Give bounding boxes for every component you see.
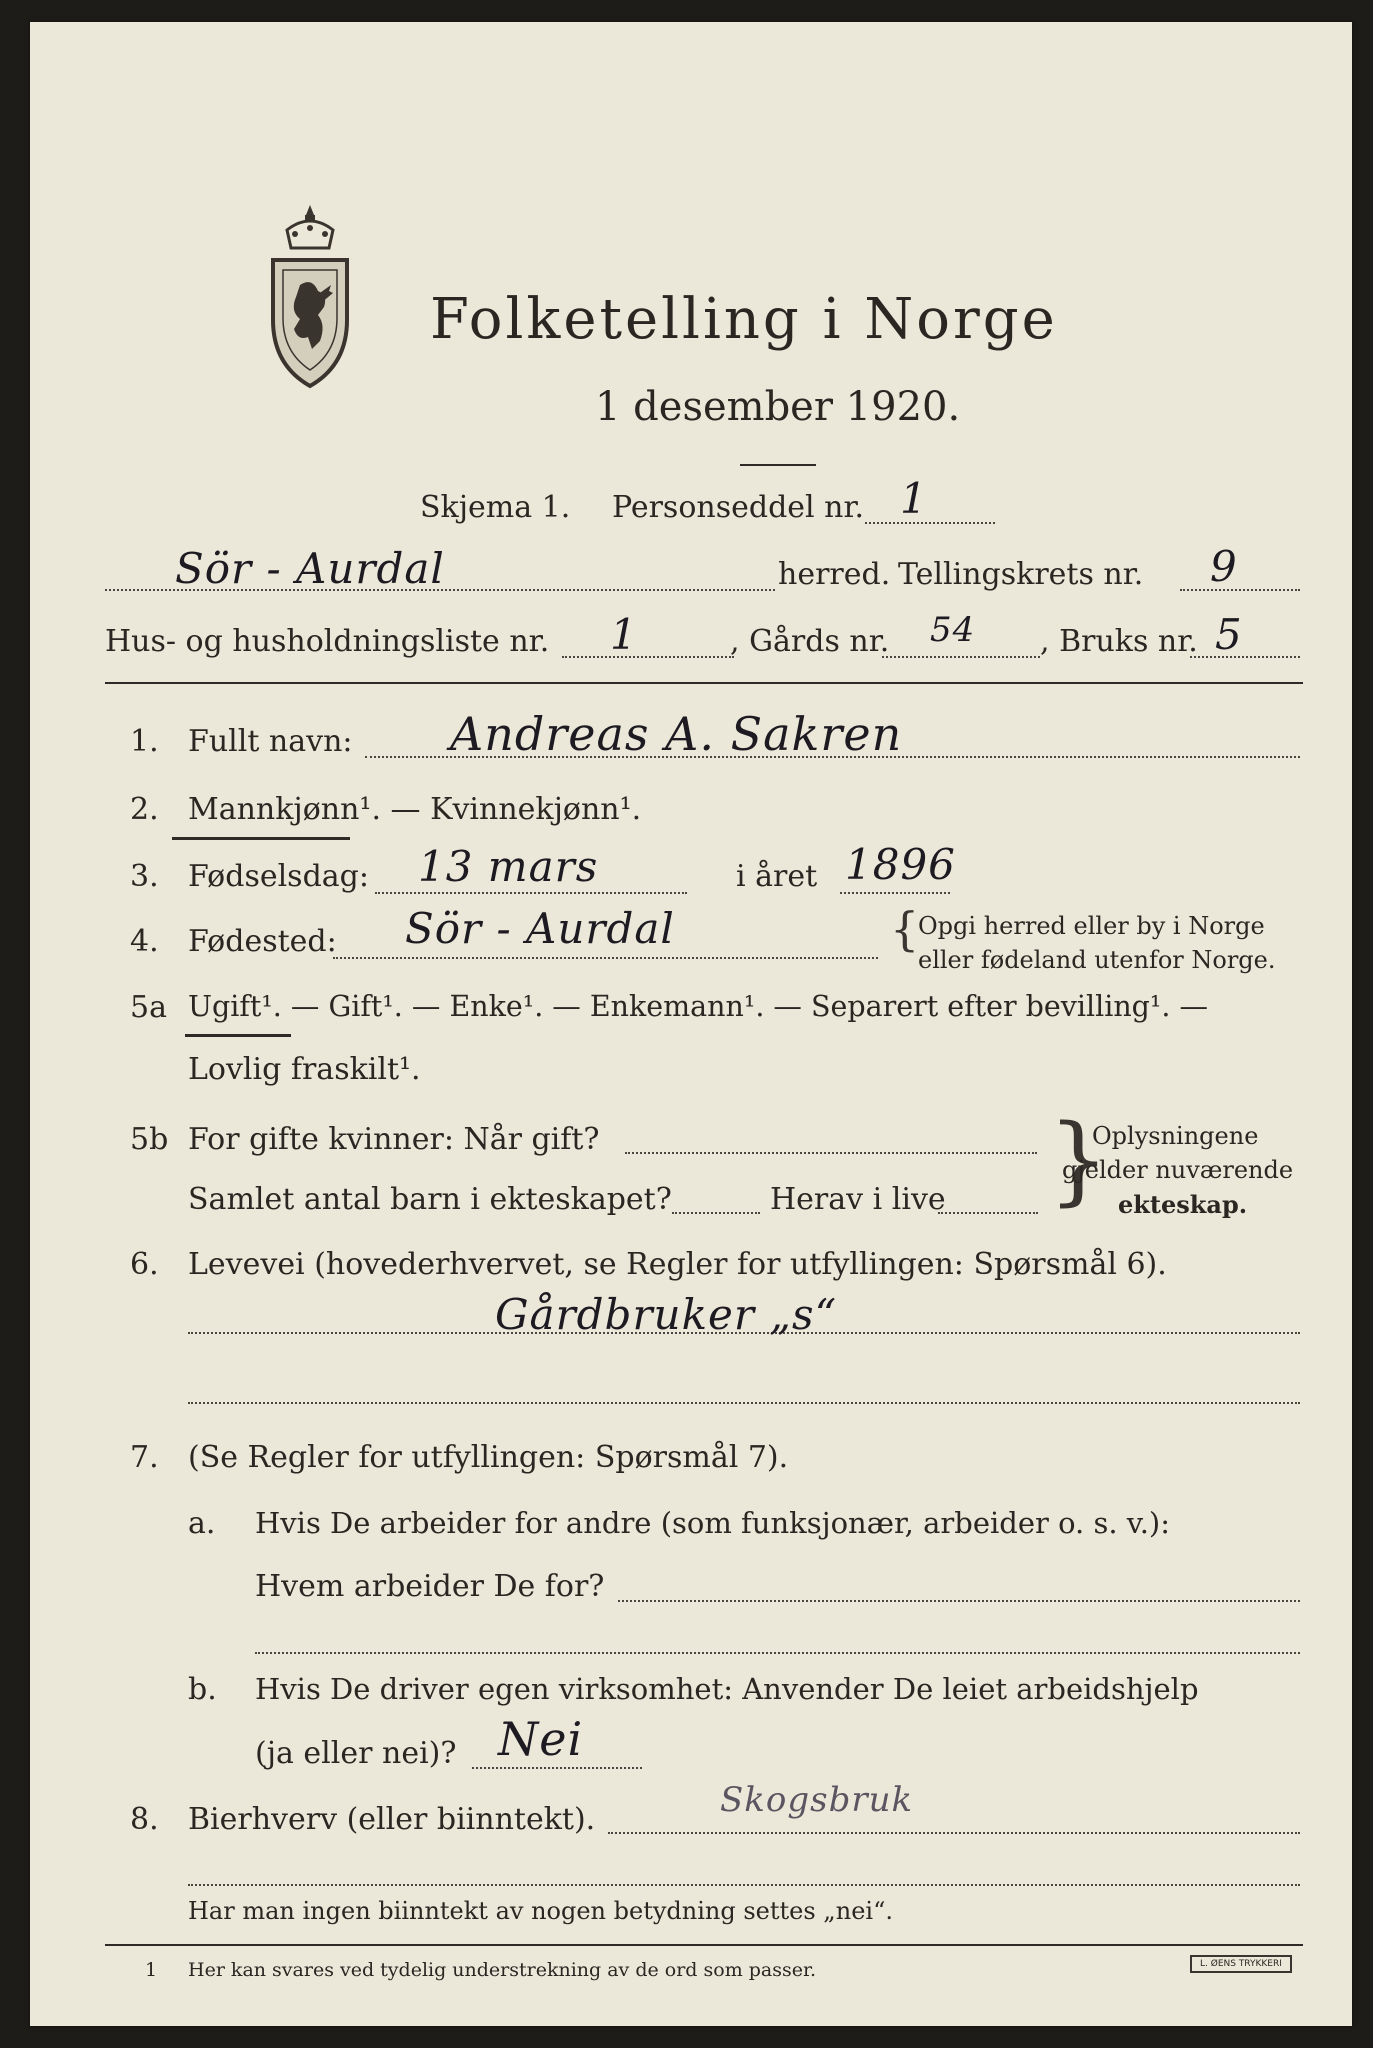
q7b-letter: b.: [188, 1672, 217, 1707]
q7-label: (Se Regler for utfyllingen: Spørsmål 7).: [188, 1440, 789, 1475]
q8-field-line-2: [188, 1884, 1300, 1886]
coat-of-arms-icon: [265, 200, 355, 390]
q8-number: 8.: [130, 1802, 159, 1837]
q8-label: Bierhverv (eller biinntekt).: [188, 1802, 596, 1837]
q7b-answer-value: Nei: [498, 1712, 584, 1766]
q5b-note-brace: }: [1048, 1104, 1110, 1216]
q3-number: 3.: [130, 859, 159, 894]
header-divider: [105, 682, 1303, 684]
q3-year-label: i året: [736, 859, 818, 894]
q5a-marital-options: Ugift¹. — Gift¹. — Enke¹. — Enkemann¹. — Separert efter bevilling¹. —: [188, 990, 1208, 1023]
personseddel-field-line: [865, 522, 995, 524]
gards-field-line: [882, 656, 1040, 658]
herred-label: herred.: [778, 557, 891, 592]
q3-day-value: 13 mars: [418, 842, 599, 891]
footer-note: Har man ingen biinntekt av nogen betydning settes „nei“.: [188, 1897, 893, 1925]
q7a-employer-field-line-2: [255, 1652, 1300, 1654]
skjema-label: Skjema 1.: [420, 490, 571, 525]
q4-number: 4.: [130, 924, 159, 959]
bruks-field-line: [1190, 656, 1300, 658]
q6-label: Levevei (hovederhvervet, se Regler for utfyllingen: Spørsmål 6).: [188, 1247, 1167, 1282]
gards-label: , Gårds nr.: [730, 624, 890, 659]
title-divider: [740, 464, 816, 466]
q2-sex-options: Mannkjønn¹. — Kvinnekjønn¹.: [188, 792, 642, 827]
q1-number: 1.: [130, 724, 159, 759]
form-title: Folketelling i Norge: [430, 287, 1058, 352]
bruks-label: , Bruks nr.: [1040, 624, 1198, 659]
footnote-number: 1: [145, 1959, 158, 1981]
q5b-married-when-label: For gifte kvinner: Når gift?: [188, 1122, 600, 1157]
census-form-sheet: [30, 22, 1352, 2026]
printer-stamp: L. ØENS TRYKKERI: [1190, 1955, 1292, 1973]
q2-selected-underline: [172, 837, 350, 840]
gards-value: 54: [930, 610, 976, 650]
q4-note-line2: eller fødeland utenfor Norge.: [918, 946, 1276, 974]
q5b-children-label: Samlet antal barn i ekteskapet?: [188, 1182, 672, 1217]
q5a-selected-underline: [185, 1034, 291, 1037]
census-date: 1 desember 1920.: [595, 384, 961, 430]
q6-occupation-value: Gårdbruker „s“: [495, 1290, 838, 1339]
q1-full-name-value: Andreas A. Sakren: [450, 707, 903, 761]
hus-value: 1: [610, 610, 638, 659]
q7a-letter: a.: [188, 1506, 216, 1541]
q5b-married-when-field-line: [625, 1152, 1037, 1154]
q6-number: 6.: [130, 1247, 159, 1282]
q7a-employer-label: Hvem arbeider De for?: [255, 1569, 605, 1604]
q3-year-field-line: [840, 892, 950, 894]
footer-divider: [105, 1944, 1303, 1946]
tellingskrets-field-line: [1180, 589, 1300, 591]
hus-field-line: [562, 656, 734, 658]
q5b-children-field-line: [672, 1212, 760, 1214]
q5b-note-line3: ekteskap.: [1118, 1190, 1248, 1219]
q7b-line1: Hvis De driver egen virksomhet: Anvender De leiet arbeidshjelp: [255, 1672, 1199, 1706]
q7a-line1: Hvis De arbeider for andre (som funksjonær, arbeider o. s. v.):: [255, 1506, 1171, 1540]
q7b-field-line: [472, 1767, 642, 1769]
q5b-note-line2: gjelder nuværende: [1062, 1156, 1294, 1184]
tellingskrets-label: Tellingskrets nr.: [898, 557, 1144, 592]
hus-label: Hus- og husholdningsliste nr.: [105, 624, 550, 659]
footnote-text: Her kan svares ved tydelig understrekning av de ord som passer.: [188, 1959, 817, 1981]
tellingskrets-value: 9: [1210, 542, 1238, 591]
q7b-label: (ja eller nei)?: [255, 1736, 457, 1771]
q3-day-field-line: [375, 892, 687, 894]
personseddel-value: 1: [900, 474, 928, 523]
bruks-value: 5: [1215, 610, 1243, 659]
q4-note-line1: Opgi herred eller by i Norge: [918, 912, 1265, 940]
q4-field-line: [333, 957, 878, 959]
q8-field-line-1: [608, 1832, 1300, 1834]
q4-birthplace-value: Sör - Aurdal: [405, 904, 675, 953]
q7a-employer-field-line-1: [618, 1600, 1300, 1602]
q4-label: Fødested:: [188, 924, 337, 959]
q4-note-brace: {: [890, 902, 920, 956]
q2-number: 2.: [130, 792, 159, 827]
q7-number: 7.: [130, 1440, 159, 1475]
q3-year-value: 1896: [845, 840, 956, 889]
q5b-number: 5b: [130, 1122, 169, 1157]
q5a-line2: Lovlig fraskilt¹.: [188, 1052, 421, 1087]
q6-field-line-2: [188, 1402, 1300, 1404]
q5b-alive-label: Herav i live: [770, 1182, 946, 1217]
q5a-number: 5a: [130, 990, 167, 1025]
herred-value: Sör - Aurdal: [175, 544, 445, 593]
q1-label: Fullt navn:: [188, 724, 353, 759]
q8-side-income-value: Skogsbruk: [720, 1780, 914, 1820]
personseddel-label: Personseddel nr.: [612, 490, 865, 525]
q3-label: Fødselsdag:: [188, 859, 369, 894]
q5b-note-line1: Oplysningene: [1092, 1122, 1259, 1150]
q5b-alive-field-line: [938, 1212, 1038, 1214]
